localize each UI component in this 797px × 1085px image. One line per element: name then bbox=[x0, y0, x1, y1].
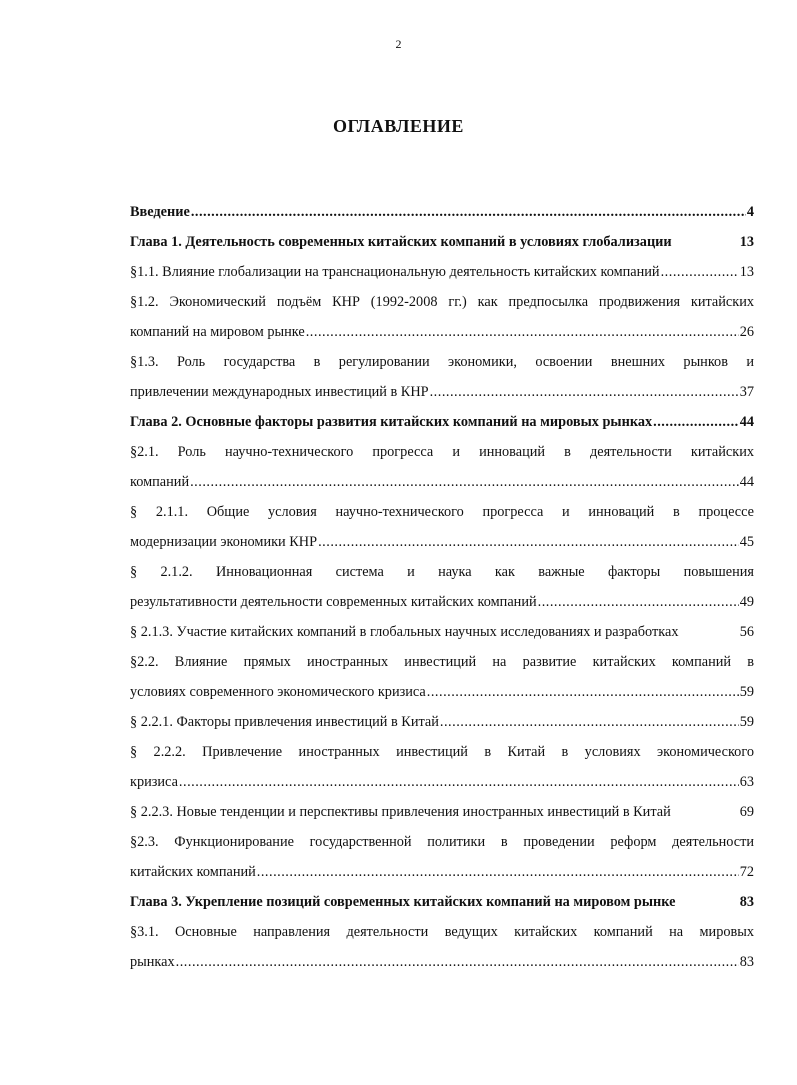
dot-leader bbox=[427, 677, 739, 707]
toc-entry-text: компаний на мировом рынке bbox=[130, 324, 305, 340]
toc-entry-text: §1.1. Влияние глобализации на транснациональную деятельность китайских компаний bbox=[130, 264, 660, 280]
toc-entry-text: § 2.1.1. Общие условия научно-технического прогресса и инноваций в процессе bbox=[130, 504, 754, 520]
toc-entry-page: 56 bbox=[739, 624, 754, 640]
dot-leader bbox=[538, 587, 739, 617]
toc-entry[interactable] bbox=[130, 557, 754, 617]
dot-leader bbox=[190, 467, 739, 497]
dot-leader bbox=[306, 317, 739, 347]
toc-entry-text: китайских компаний bbox=[130, 864, 256, 880]
toc-entry[interactable] bbox=[130, 257, 754, 287]
toc-entry-text: Глава 2. Основные факторы развития китайских компаний на мировых рынках bbox=[130, 414, 653, 430]
toc-entry[interactable] bbox=[130, 647, 754, 707]
toc-entry-page: 72 bbox=[739, 864, 754, 880]
toc-entry-page: 45 bbox=[739, 534, 754, 550]
toc-entry[interactable] bbox=[130, 797, 754, 827]
toc-entry-page: 37 bbox=[739, 384, 754, 400]
toc-entry-text: § 2.1.2. Инновационная система и наука как важные факторы повышения bbox=[130, 564, 754, 580]
toc-entry[interactable] bbox=[130, 917, 754, 977]
dot-leader bbox=[440, 707, 739, 737]
toc-entry[interactable] bbox=[130, 197, 754, 227]
toc-entry-text: §1.2. Экономический подъём КНР (1992-2008 гг.) как предпосылка продвижения китайских bbox=[130, 294, 754, 310]
toc-entry-page: 63 bbox=[739, 774, 754, 790]
toc-entry-text: §3.1. Основные направления деятельности ведущих китайских компаний на мировых bbox=[130, 924, 754, 940]
table-of-contents bbox=[130, 197, 754, 977]
toc-entry-page: 26 bbox=[739, 324, 754, 340]
toc-entry-text: §2.3. Функционирование государственной политики в проведении реформ деятельности bbox=[130, 834, 754, 850]
toc-entry-text: § 2.1.3. Участие китайских компаний в глобальных научных исследованиях и разработках bbox=[130, 624, 679, 640]
toc-entry-text: §1.3. Роль государства в регулировании экономики, освоении внешних рынков и bbox=[130, 354, 754, 370]
toc-entry-text: § 2.2.3. Новые тенденции и перспективы привлечения иностранных инвестиций в Китай bbox=[130, 804, 671, 820]
toc-title: ОГЛАВЛЕНИЕ bbox=[333, 116, 464, 136]
dot-leader bbox=[430, 377, 739, 407]
toc-entry-text: результативности деятельности современных китайских компаний bbox=[130, 594, 537, 610]
toc-entry-page: 59 bbox=[739, 714, 754, 730]
toc-entry-text: рынках bbox=[130, 954, 175, 970]
toc-entry[interactable] bbox=[130, 827, 754, 887]
toc-entry-text: Глава 3. Укрепление позиций современных китайских компаний на мировом рынке bbox=[130, 894, 676, 910]
dot-leader bbox=[176, 947, 739, 977]
toc-entry[interactable] bbox=[130, 287, 754, 347]
toc-entry-text: § 2.2.1. Факторы привлечения инвестиций в Китай bbox=[130, 714, 439, 730]
toc-entry-page: 69 bbox=[739, 804, 754, 820]
toc-entry-text: Введение bbox=[130, 204, 190, 220]
toc-entry-page: 83 bbox=[739, 894, 754, 910]
toc-entry-text: привлечении международных инвестиций в КНР bbox=[130, 384, 429, 400]
toc-entry-text: §2.1. Роль научно-технического прогресса и инноваций в деятельности китайских bbox=[130, 444, 754, 460]
toc-entry-text: Глава 1. Деятельность современных китайских компаний в условиях глобализации bbox=[130, 234, 672, 250]
toc-entry-page: 59 bbox=[739, 684, 754, 700]
toc-entry-text: § 2.2.2. Привлечение иностранных инвестиций в Китай в условиях экономического bbox=[130, 744, 754, 760]
toc-entry[interactable] bbox=[130, 707, 754, 737]
toc-entry[interactable] bbox=[130, 617, 754, 647]
toc-entry[interactable] bbox=[130, 737, 754, 797]
toc-entry-page: 13 bbox=[739, 234, 754, 250]
dot-leader bbox=[179, 767, 739, 797]
toc-entry-text: условиях современного экономического кризиса bbox=[130, 684, 426, 700]
toc-entry-page: 44 bbox=[739, 474, 754, 490]
toc-entry-page: 44 bbox=[739, 414, 754, 430]
toc-entry[interactable] bbox=[130, 437, 754, 497]
dot-leader bbox=[318, 527, 739, 557]
dot-leader bbox=[191, 197, 746, 227]
toc-entry[interactable] bbox=[130, 497, 754, 557]
toc-entry-page: 49 bbox=[739, 594, 754, 610]
dot-leader bbox=[257, 857, 739, 887]
dot-leader bbox=[661, 257, 739, 287]
dot-leader bbox=[653, 407, 739, 437]
page-number: 2 bbox=[395, 37, 402, 51]
toc-entry-page: 4 bbox=[746, 204, 754, 220]
toc-entry-page: 83 bbox=[739, 954, 754, 970]
toc-entry-text: модернизации экономики КНР bbox=[130, 534, 318, 550]
toc-entry[interactable] bbox=[130, 407, 754, 437]
toc-entry-text: кризиса bbox=[130, 774, 178, 790]
toc-entry-page: 13 bbox=[739, 264, 754, 280]
toc-entry[interactable] bbox=[130, 347, 754, 407]
toc-entry[interactable] bbox=[130, 227, 754, 257]
toc-entry-text: §2.2. Влияние прямых иностранных инвестиций на развитие китайских компаний в bbox=[130, 654, 754, 670]
toc-entry[interactable] bbox=[130, 887, 754, 917]
toc-entry-text: компаний bbox=[130, 474, 190, 490]
